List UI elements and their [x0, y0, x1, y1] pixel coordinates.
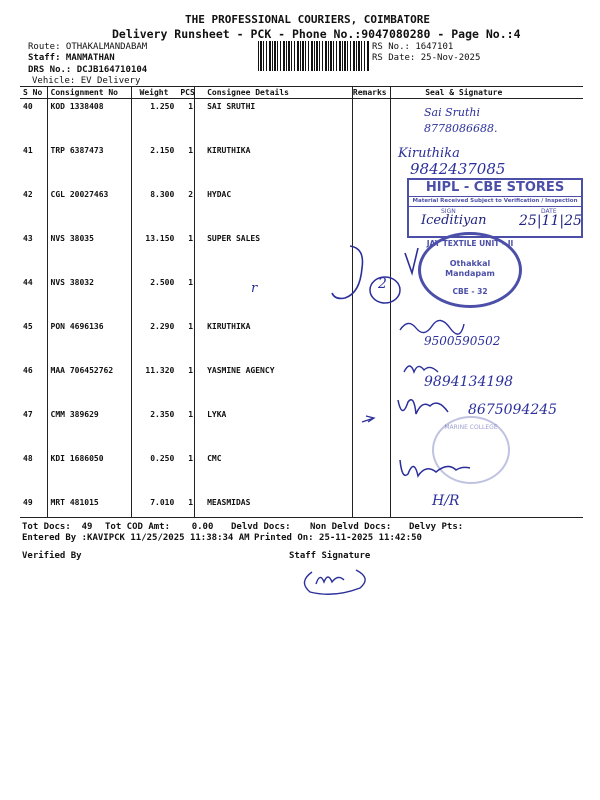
stamp-line: Material Received Subject to Verification / Inspection [409, 197, 581, 207]
cell-consignment: PON 4696136 [50, 322, 104, 331]
stamp-place: Mandapam [445, 269, 495, 278]
cell-consignee: SUPER SALES [207, 234, 261, 243]
cell-sno: 43 [23, 234, 33, 243]
cell-sno: 49 [23, 498, 33, 507]
col-header-consignment: Consignment No [48, 87, 137, 99]
handwritten-signature [396, 454, 476, 484]
entered-by: Entered By :KAVIPCK 11/25/2025 11:38:34 AM [22, 533, 250, 543]
col-header-signature: Seal & Signature [403, 87, 583, 99]
cell-sno: 41 [23, 146, 33, 155]
route-label: Route: OTHAKALMANDABAM [28, 42, 148, 52]
col-header-pcs: PCS [177, 87, 204, 99]
stamp-handwritten-name: Iceditiyan [421, 213, 487, 228]
handwritten-phone: 9894134198 [424, 374, 514, 390]
tick-mark [405, 248, 418, 273]
printed-on: Printed On: 25-11-2025 11:42:50 [254, 533, 422, 543]
cell-weight: 7.010 [150, 498, 175, 507]
cell-consignee: HYDAC [207, 190, 232, 199]
cell-weight: 13.150 [145, 234, 175, 243]
cell-pcs: 1 [188, 278, 194, 287]
cell-sno: 46 [23, 366, 33, 375]
table-row [20, 99, 583, 144]
handwritten-marks [240, 238, 420, 318]
staff-signature [294, 562, 374, 598]
handwritten-signature: Kiruthika [398, 146, 460, 161]
cell-pcs: 1 [188, 146, 194, 155]
delivery-points: Delvy Pts: [409, 522, 464, 532]
cell-weight: 2.350 [150, 410, 175, 419]
cell-pcs: 1 [188, 366, 194, 375]
cell-pcs: 1 [188, 234, 194, 243]
cell-consignee: KIRUTHIKA [207, 146, 251, 155]
total-cod: Tot COD Amt: 0.00 [105, 522, 214, 532]
cell-weight: 11.320 [145, 366, 175, 375]
handwritten-signature: H/R [432, 493, 460, 509]
cell-sno: 44 [23, 278, 33, 287]
handwritten-number: 2 [378, 276, 387, 292]
cell-consignee: YASMINE AGENCY [207, 366, 275, 375]
col-header-remarks: Remarks [349, 87, 403, 99]
company-title: THE PROFESSIONAL COURIERS, COIMBATORE [185, 13, 431, 26]
handwritten-phone: 8675094245 [468, 402, 558, 418]
cell-sno: 40 [23, 102, 33, 111]
drs-number: DRS No.: DCJB164710104 [28, 65, 148, 75]
stamp-date-label: DATE [541, 208, 557, 215]
cell-consignment: KOD 1338408 [50, 102, 104, 111]
handwritten-signature: Sai Sruthi [424, 106, 481, 119]
cell-pcs: 1 [188, 322, 194, 331]
cell-consignment: TRP 6387473 [50, 146, 104, 155]
jay-textile-stamp [418, 232, 522, 308]
cell-weight: 2.500 [150, 278, 175, 287]
rs-number: RS No.: 1647101 [372, 42, 454, 52]
cell-pcs: 1 [188, 454, 194, 463]
handwritten-signature [398, 316, 468, 336]
cell-pcs: 2 [188, 190, 194, 199]
cell-consignee: CMC [207, 454, 222, 463]
cell-weight: 8.300 [150, 190, 175, 199]
cell-consignee: LYKA [207, 410, 227, 419]
cell-consignment: MAA 706452762 [50, 366, 114, 375]
cell-consignment: KDI 1686050 [50, 454, 104, 463]
col-header-sno: S No [20, 87, 48, 99]
runsheet-subtitle: Delivery Runsheet - PCK - Phone No.:9047080280 - Page No.:4 [112, 27, 521, 41]
handwritten-phone: 9500590502 [424, 334, 501, 348]
vehicle-label: Vehicle: EV Delivery [32, 76, 141, 86]
handwritten-phone: 8778086688. [424, 122, 498, 135]
stamp-place: Othakkal [449, 259, 491, 268]
cell-consignee: KIRUTHIKA [207, 322, 251, 331]
cell-weight: 2.290 [150, 322, 175, 331]
receipt-stamp [407, 178, 583, 238]
staff-label: Staff: MANMATHAN [28, 53, 115, 63]
cell-consignment: CGL 20027463 [50, 190, 109, 199]
total-docs: Tot Docs: 49 [22, 522, 93, 532]
stamp-sign-label: SIGN [441, 208, 456, 215]
cell-weight: 0.250 [150, 454, 175, 463]
cell-pcs: 1 [188, 102, 194, 111]
cell-consignee: SAI SRUTHI [207, 102, 256, 111]
cell-weight: 2.150 [150, 146, 175, 155]
handwritten-mark: r [251, 281, 258, 296]
cell-pcs: 1 [188, 498, 194, 507]
stamp-title: HIPL - CBE STORES [409, 180, 581, 197]
cell-sno: 48 [23, 454, 33, 463]
cell-consignment: CMM 389629 [50, 410, 99, 419]
stamp-text: MARINE COLLEGE [444, 424, 498, 431]
cell-consignee: MEASMIDAS [207, 498, 251, 507]
cell-sno: 42 [23, 190, 33, 199]
stamp-top-text: JAY TEXTILE UNIT - II [426, 239, 514, 248]
cell-sno: 45 [23, 322, 33, 331]
handwritten-phone: 9842437085 [410, 160, 506, 178]
non-delivered-docs: Non Delvd Docs: [310, 522, 392, 532]
cell-pcs: 1 [188, 410, 194, 419]
cell-sno: 47 [23, 410, 33, 419]
staff-signature-label: Staff Signature [289, 551, 371, 561]
verified-by: Verified By [22, 551, 82, 561]
bracket-mark [332, 246, 363, 298]
cell-weight: 1.250 [150, 102, 175, 111]
delivered-docs: Delvd Docs: [231, 522, 291, 532]
cell-consignment: NVS 38035 [50, 234, 94, 243]
cell-consignment: NVS 38032 [50, 278, 94, 287]
stamp-handwritten-date: 25|11|25 [519, 213, 582, 229]
col-header-consignee: Consignee Details [204, 87, 349, 99]
rs-date: RS Date: 25-Nov-2025 [372, 53, 481, 63]
table-header-row [20, 87, 583, 99]
stamp-bottom-text: CBE - 32 [452, 287, 488, 296]
table-bottom-line [20, 517, 583, 518]
col-header-weight: Weight [137, 87, 178, 99]
cell-consignment: MRT 481015 [50, 498, 99, 507]
barcode [258, 41, 370, 71]
